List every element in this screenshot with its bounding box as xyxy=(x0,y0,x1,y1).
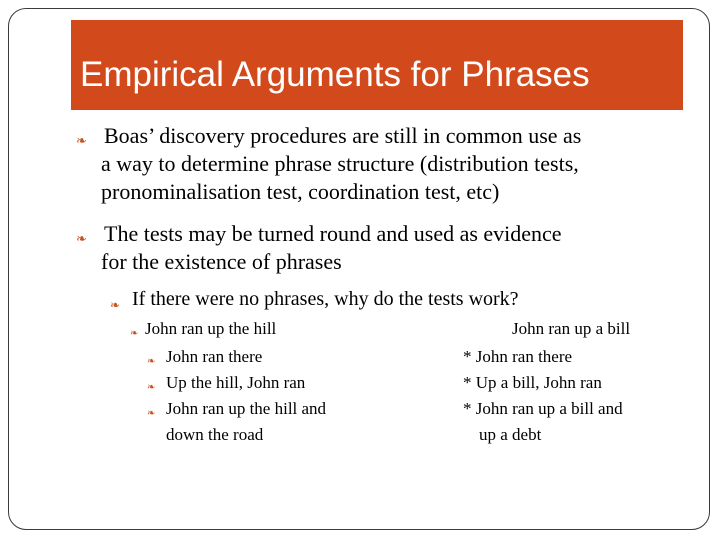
right-heading-text: John ran up a bill xyxy=(512,319,631,338)
list-item-text: down the road xyxy=(166,425,264,444)
list-item-text: John ran there xyxy=(166,347,263,366)
bullet-line: for the existence of phrases xyxy=(101,249,342,274)
list-item xyxy=(147,370,326,396)
right-column-items xyxy=(463,344,623,448)
list-item-text: * John ran there xyxy=(463,347,573,366)
right-column-heading xyxy=(512,318,630,340)
list-item-text: up a debt xyxy=(479,425,542,444)
list-item-text: John ran up the hill and xyxy=(166,399,327,418)
bullet-line: pronominalisation test, coordination test, etc) xyxy=(101,179,500,204)
list-item xyxy=(147,396,327,448)
bullet-tests xyxy=(76,220,562,276)
feather-bullet-icon: ❧ xyxy=(76,232,87,247)
bullet-boas xyxy=(76,122,582,206)
left-column-heading xyxy=(130,318,277,340)
left-column-items xyxy=(147,344,327,448)
bullet-line: Boas’ discovery procedures are still in common use as xyxy=(104,123,582,148)
bullet-line: a way to determine phrase structure (distribution tests, xyxy=(101,151,579,176)
sub-bullet-text: If there were no phrases, why do the tests work? xyxy=(132,288,519,310)
feather-bullet-icon: ❧ xyxy=(130,328,139,339)
title-bar xyxy=(71,20,683,110)
left-heading-text: John ran up the hill xyxy=(145,319,277,338)
feather-bullet-icon: ❧ xyxy=(147,408,156,419)
feather-bullet-icon: ❧ xyxy=(147,356,156,367)
slide-title: Empirical Arguments for Phrases xyxy=(80,55,590,94)
list-item xyxy=(147,344,326,370)
sub-bullet xyxy=(110,286,519,312)
feather-bullet-icon: ❧ xyxy=(147,382,156,393)
list-item-text: * John ran up a bill and xyxy=(463,399,623,418)
list-item-text: * Up a bill, John ran xyxy=(463,373,602,392)
feather-bullet-icon: ❧ xyxy=(76,134,87,149)
list-item-text: Up the hill, John ran xyxy=(166,373,306,392)
bullet-line: The tests may be turned round and used as evidence xyxy=(104,221,562,246)
feather-bullet-icon: ❧ xyxy=(110,298,121,312)
